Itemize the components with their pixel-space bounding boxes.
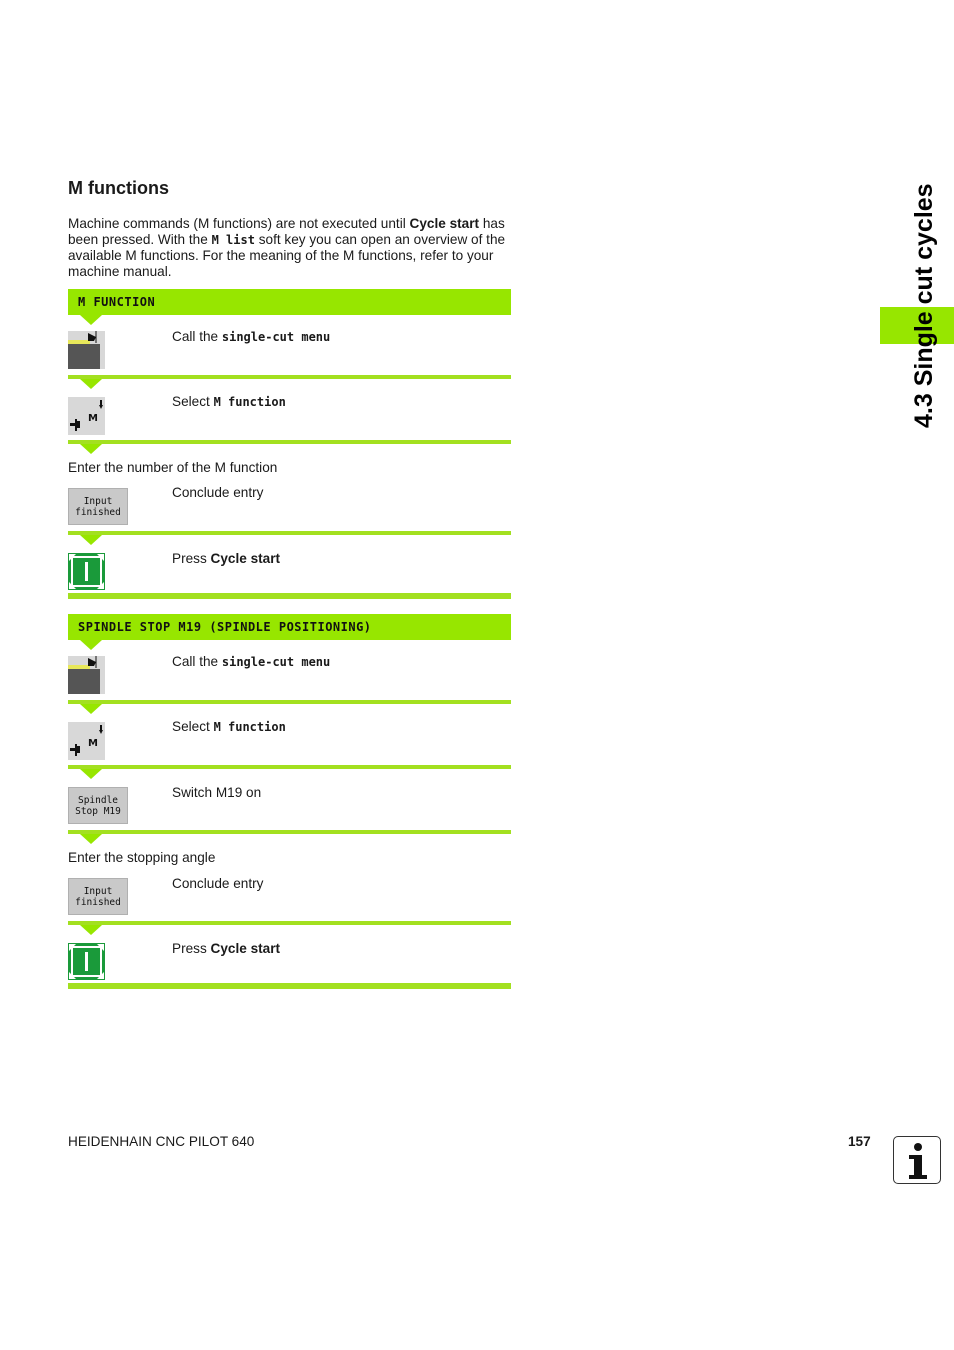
input-finished-softkey[interactable]: Input finished — [68, 488, 128, 525]
single-cut-menu-icon — [68, 331, 105, 369]
step-switch-m19: Switch M19 on — [172, 785, 262, 800]
chapter-tab-title: 4.3 Single cut cycles — [910, 183, 938, 428]
step-arrow — [80, 535, 102, 545]
step-divider — [68, 830, 511, 834]
step-arrow — [80, 379, 102, 389]
step-divider — [68, 700, 511, 704]
step-conclude-entry: Conclude entry — [172, 876, 264, 891]
step-arrow — [80, 925, 102, 935]
step-divider — [68, 921, 511, 925]
step-divider — [68, 375, 511, 379]
svg-text:M: M — [88, 738, 98, 749]
spindle-stop-m19-softkey[interactable]: Spindle Stop M19 — [68, 787, 128, 824]
step-arrow — [80, 315, 102, 325]
step-divider — [68, 440, 511, 444]
cycle-start-icon[interactable] — [68, 943, 105, 980]
footer-product: HEIDENHAIN CNC PILOT 640 — [68, 1134, 255, 1149]
step-call-single-cut: Call the single-cut menu — [172, 329, 331, 344]
section-end-rule — [68, 983, 511, 989]
enter-m-number-text: Enter the number of the M function — [68, 460, 278, 475]
step-conclude-entry: Conclude entry — [172, 485, 264, 500]
section-title: M FUNCTION — [78, 295, 156, 309]
section-title: SPINDLE STOP M19 (SPINDLE POSITIONING) — [78, 620, 372, 634]
info-icon — [893, 1136, 941, 1184]
step-divider — [68, 765, 511, 769]
step-arrow — [80, 640, 102, 650]
section-end-rule — [68, 593, 511, 599]
input-finished-softkey[interactable]: Input finished — [68, 878, 128, 915]
step-arrow — [80, 834, 102, 844]
step-press-cycle-start: Press Cycle start — [172, 551, 281, 566]
m-function-icon — [68, 397, 105, 435]
svg-text:M: M — [88, 413, 98, 424]
page-number: 157 — [848, 1134, 871, 1149]
step-arrow — [80, 444, 102, 454]
section-heading: M functions — [68, 178, 169, 198]
step-call-single-cut: Call the single-cut menu — [172, 654, 331, 669]
section-header-m-function — [68, 289, 511, 315]
section-header-spindle-stop — [68, 614, 511, 640]
step-select-m-function: Select M function — [172, 394, 286, 409]
step-divider — [68, 531, 511, 535]
cycle-start-icon[interactable] — [68, 553, 105, 590]
step-press-cycle-start: Press Cycle start — [172, 941, 281, 956]
intro-paragraph: Machine commands (M functions) are not executed until Cycle start has been pressed. With the M list soft key you can open an overview of the available M functions. For the meaning of the M functions, refer to your machine manual. — [68, 216, 506, 279]
enter-stopping-angle-text: Enter the stopping angle — [68, 850, 216, 865]
step-arrow — [80, 704, 102, 714]
step-arrow — [80, 769, 102, 779]
single-cut-menu-icon — [68, 656, 105, 694]
m-function-icon — [68, 722, 105, 760]
step-select-m-function: Select M function — [172, 719, 286, 734]
